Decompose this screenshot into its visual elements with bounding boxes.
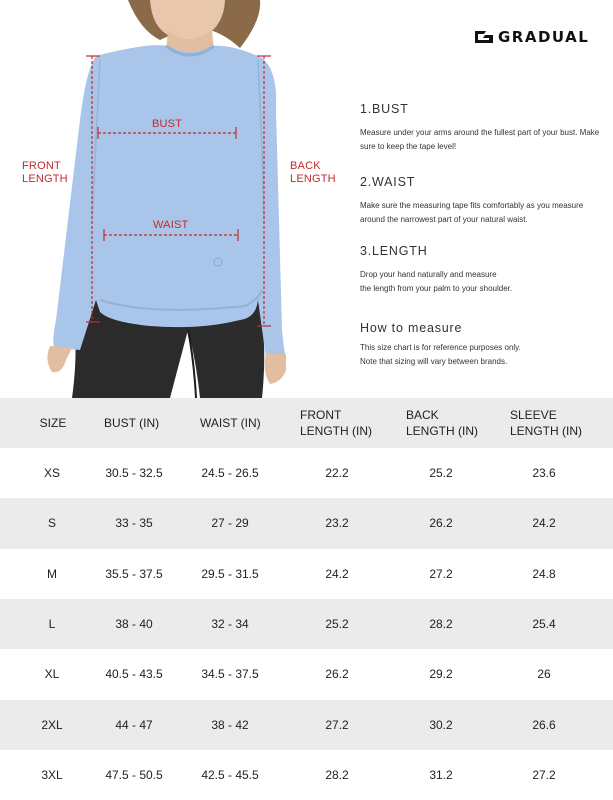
header-size-text: SIZE [39,416,67,430]
cell-waist: 24.5 - 26.5 [201,466,259,481]
back-length-label-line-1: BACK [290,160,321,172]
table-row [0,549,613,599]
cell-size: L [48,617,56,632]
guide-bust-title: 1.BUST [360,102,409,116]
cell-front-length: 23.2 [325,516,349,531]
header-sleeve-length [510,407,606,439]
guide-length [360,244,600,296]
header-back-length-line-2: LENGTH (IN) [406,424,478,438]
cell-bust: 40.5 - 43.5 [105,667,163,682]
cell-sleeve-length: 26.6 [532,717,556,732]
cell-size: 2XL [41,717,63,732]
guide-how-to-measure [360,321,600,369]
cell-size: S [47,516,56,531]
header-back-length [406,407,496,439]
cell-waist: 32 - 34 [211,617,249,632]
cell-bust: 44 - 47 [115,717,153,732]
guide-how-title: How to measure [360,321,463,335]
cell-waist: 29.5 - 31.5 [201,566,259,581]
cell-bust: 35.5 - 37.5 [105,566,163,581]
cell-bust: 38 - 40 [115,617,153,632]
cell-bust: 30.5 - 32.5 [105,466,163,481]
guide-waist-text: Make sure the measuring tape fits comfortably as you measure around the narrowest part of your natural waist. [360,201,584,224]
cell-back-length: 25.2 [429,466,453,481]
header-back-length-line-1: BACK [406,408,439,422]
table-row [0,649,613,699]
guide-length-title: 3.LENGTH [360,244,428,258]
cell-back-length: 27.2 [429,566,453,581]
cell-front-length: 26.2 [325,667,349,682]
cell-sleeve-length: 24.8 [532,566,556,581]
guide-waist-title: 2.WAIST [360,175,416,189]
guide-length-text-2: the length from your palm to your shoulder. [360,284,513,293]
waist-label: WAIST [153,219,189,231]
cell-sleeve-length: 23.6 [532,466,556,481]
header-sleeve-length-line-2: LENGTH (IN) [510,424,582,438]
cell-front-length: 22.2 [325,466,349,481]
cell-sleeve-length: 25.4 [532,617,556,632]
front-length-label [22,160,68,186]
cell-bust: 47.5 - 50.5 [105,767,163,782]
header-bust [104,415,174,431]
cell-bust: 33 - 35 [115,516,153,531]
cell-front-length: 27.2 [325,717,349,732]
header-front-length [300,407,390,439]
cell-front-length: 25.2 [325,617,349,632]
shirt-illustration [0,0,330,398]
product-photo [0,0,330,398]
cell-waist: 27 - 29 [211,516,249,531]
cell-waist: 42.5 - 45.5 [201,767,259,782]
guide-how-text-1: This size chart is for reference purposes only. [360,343,521,352]
header-sleeve-length-line-1: SLEEVE [510,408,557,422]
cell-back-length: 31.2 [429,767,453,782]
cell-waist: 38 - 42 [211,717,249,732]
cell-sleeve-length: 27.2 [532,767,556,782]
size-guide-top [0,0,613,398]
cell-sleeve-length: 26 [537,667,551,682]
front-length-label-line-1: FRONT [22,160,61,172]
cell-front-length: 28.2 [325,767,349,782]
header-bust-text: BUST (IN) [104,416,160,430]
brand-logo [474,28,589,46]
guide-bust-text: Measure under your arms around the fullest part of your bust. Make sure to keep the tape level! [360,128,600,151]
table-row [0,498,613,548]
cell-back-length: 30.2 [429,717,453,732]
table-row [0,750,613,800]
gradual-logo-icon [474,29,494,45]
cell-size: XL [44,667,60,682]
cell-front-length: 24.2 [325,566,349,581]
brand-name: GRADUAL [498,28,590,46]
size-chart-table [0,398,613,800]
header-waist [200,415,280,431]
cell-waist: 34.5 - 37.5 [201,667,259,682]
header-waist-text: WAIST (IN) [200,416,261,430]
cell-size: XS [43,466,60,481]
bust-label: BUST [152,118,183,130]
header-front-length-line-1: FRONT [300,408,342,422]
front-length-label-line-2: LENGTH [22,173,68,185]
cell-size: M [47,566,57,581]
cell-back-length: 26.2 [429,516,453,531]
guide-waist [360,175,600,227]
header-size [28,415,78,431]
table-row [0,448,613,498]
guide-how-text-2: Note that sizing will vary between brands. [360,357,508,366]
header-front-length-line-2: LENGTH (IN) [300,424,372,438]
cell-back-length: 28.2 [429,617,453,632]
cell-sleeve-length: 24.2 [532,516,556,531]
table-header-row [0,398,613,448]
cell-size: 3XL [41,767,63,782]
cell-back-length: 29.2 [429,667,453,682]
guide-bust [360,102,600,154]
table-row [0,599,613,649]
back-length-label-line-2: LENGTH [290,173,336,185]
back-length-label [290,160,336,186]
table-row [0,700,613,750]
guide-length-text-1: Drop your hand naturally and measure [360,270,497,279]
